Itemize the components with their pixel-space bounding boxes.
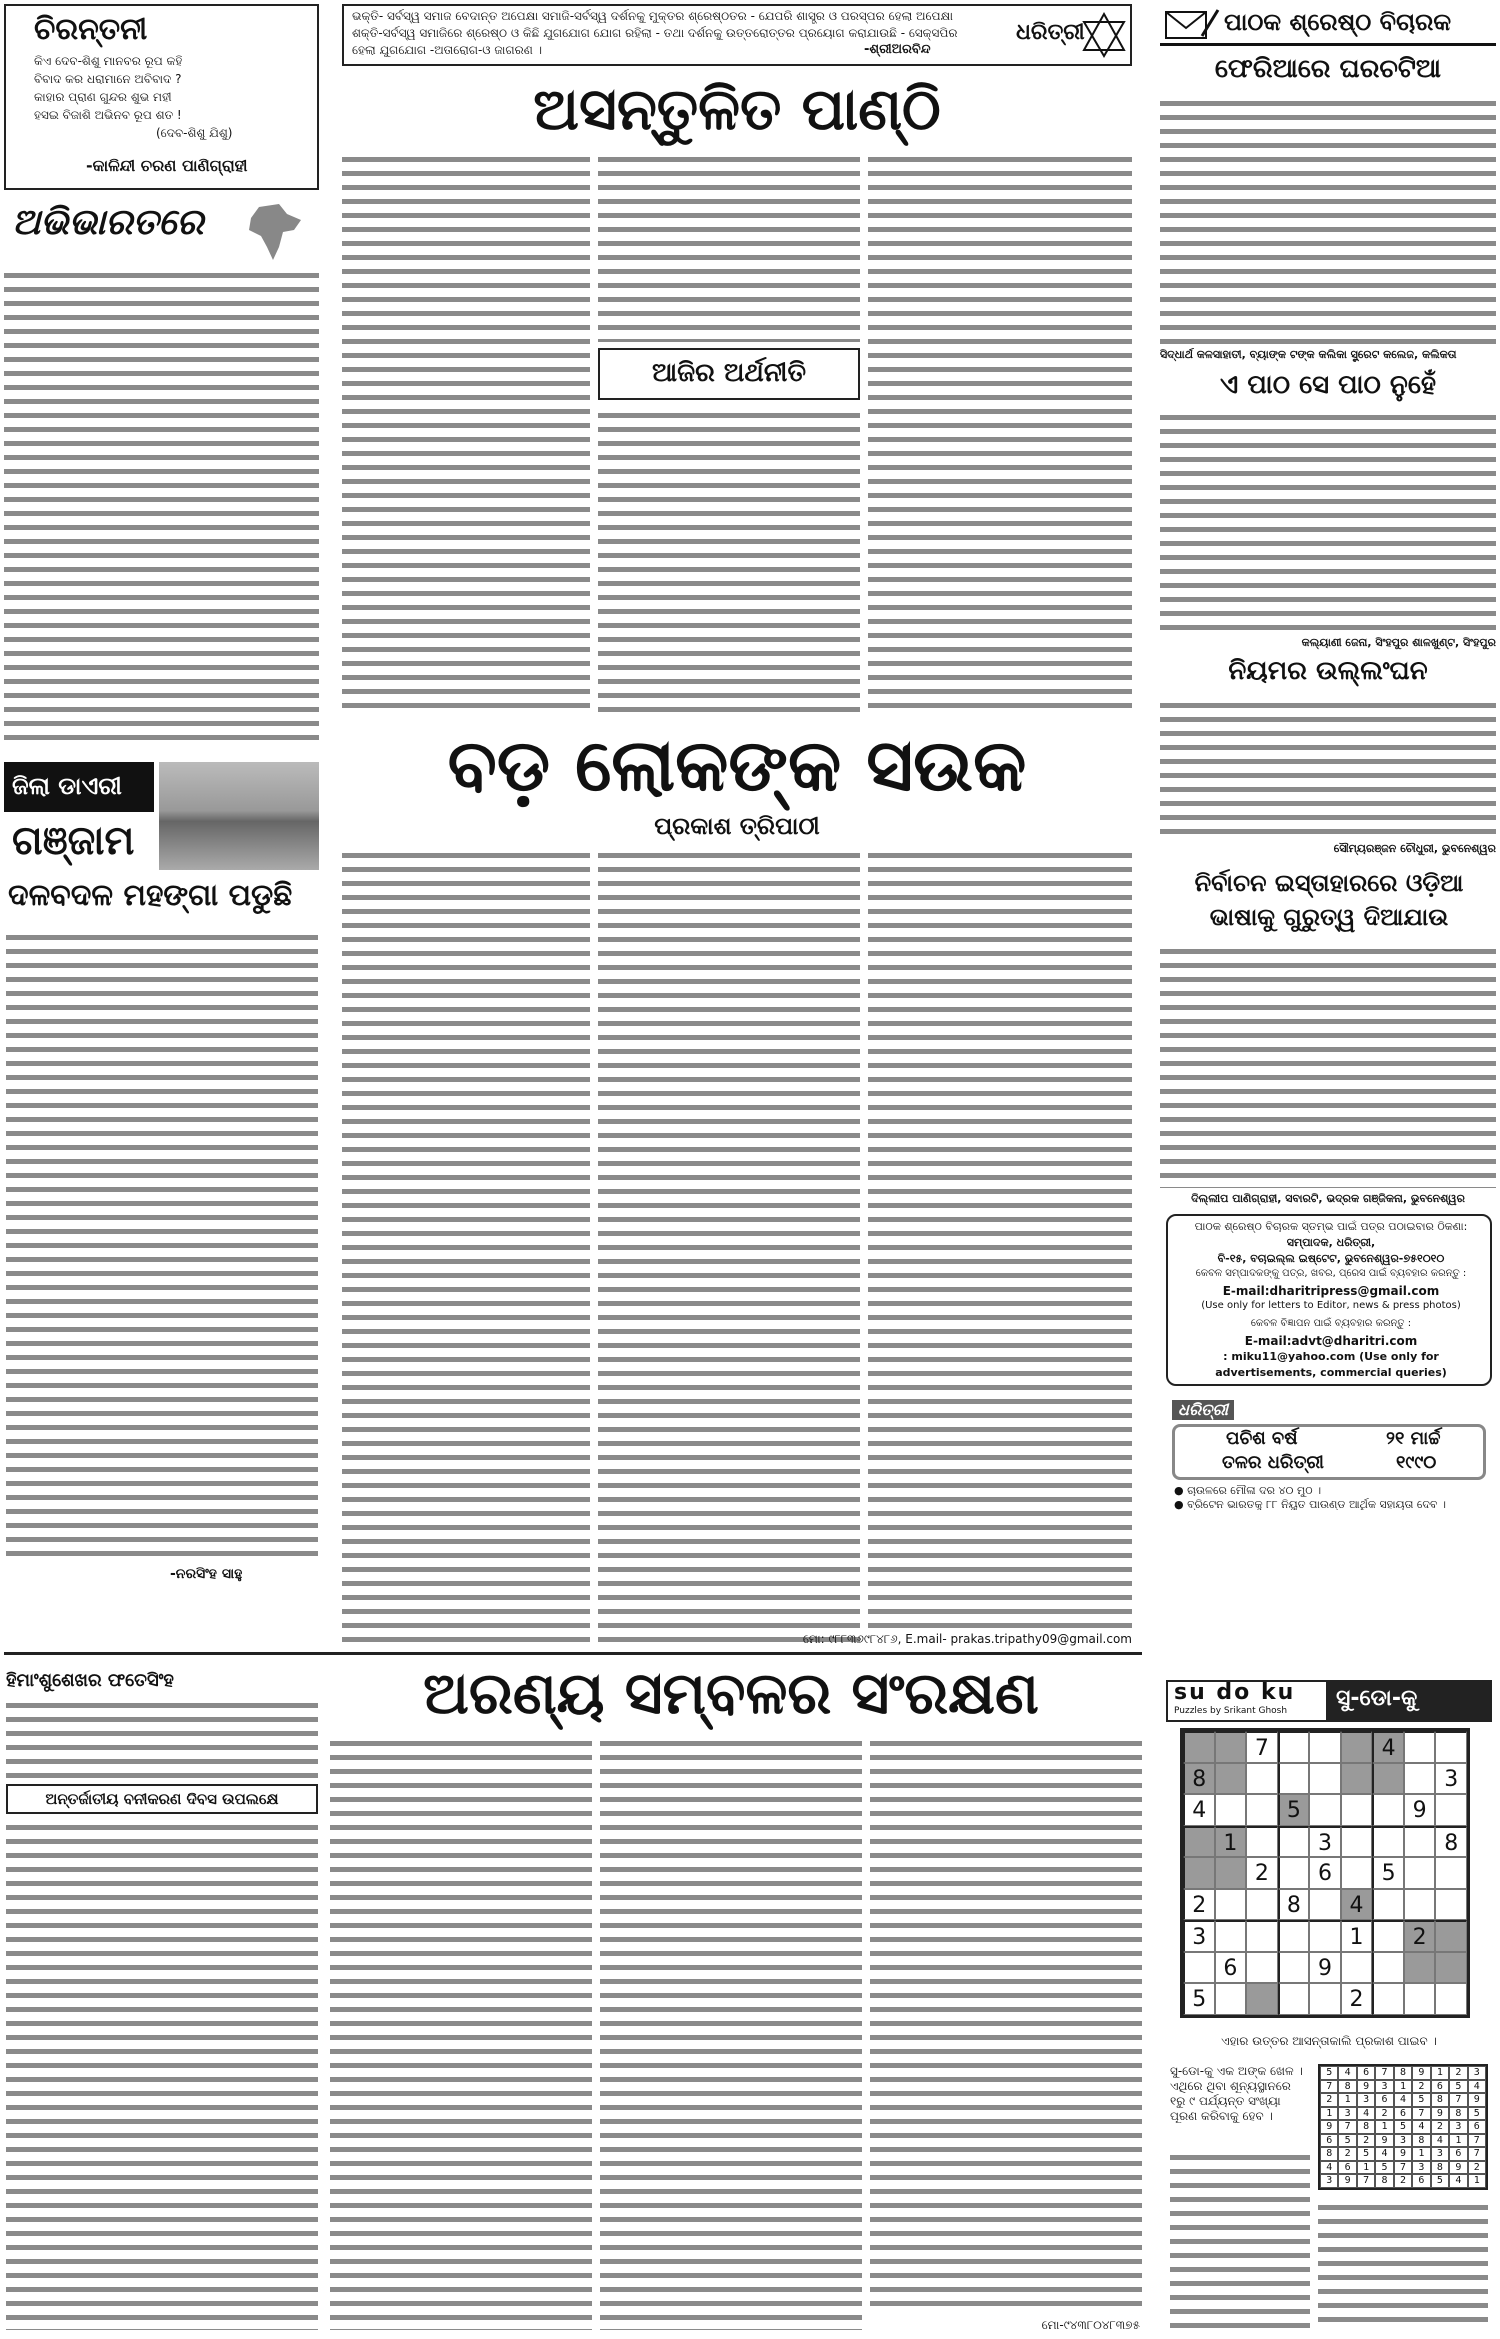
poem-line: କିଏ ଦେବ-ଶିଶୁ ମାନବର ରୂପ କହି (34, 54, 183, 68)
sudoku-cell: 6 (1215, 1952, 1247, 1984)
solution-cell: 2 (1394, 2174, 1412, 2188)
contact-line: advertisements, commercial queries) (1215, 1366, 1447, 1379)
district-name: ଗଞ୍ଜାମ (12, 818, 135, 864)
solution-cell: 4 (1320, 2161, 1338, 2175)
sudoku-cell: 4 (1341, 1889, 1373, 1921)
solution-cell: 1 (1338, 2093, 1356, 2107)
contact-line: E-mail:advt@dharitri.com (1244, 1334, 1418, 1348)
solution-cell: 6 (1375, 2093, 1393, 2107)
sudoku-cell (1309, 1731, 1341, 1763)
solution-cell: 9 (1338, 2174, 1356, 2188)
sudoku-note: ଏହାର ଉତ୍ତର ଆସନ୍ତାକାଲି ପ୍ରକାଶ ପାଇବ । (1221, 2034, 1437, 2048)
archive-date: ୨୧ ମାର୍ଚ୍ଚ (1386, 1428, 1441, 1449)
archive-item: ● ବ୍ରିଟେନ ଭାରତକୁ ୮୮ ନିୟୁତ ପାଉଣ୍ଡ ଆର୍ଥିକ ସହାୟତା ଦେବ । (1174, 1498, 1446, 1510)
solution-cell: 5 (1338, 2134, 1356, 2148)
sudoku-cell: 4 (1183, 1794, 1215, 1826)
solution-cell: 5 (1394, 2120, 1412, 2134)
solution-cell: 7 (1468, 2147, 1486, 2161)
district-diary-box (4, 762, 319, 870)
sudoku-cell (1372, 1983, 1404, 2015)
solution-cell: 3 (1320, 2174, 1338, 2188)
beach-photo (159, 762, 319, 870)
sudoku-cell: 2 (1183, 1889, 1215, 1921)
sudoku-cell (1309, 1920, 1341, 1952)
solution-cell: 1 (1320, 2107, 1338, 2121)
sudoku-cell (1341, 1826, 1373, 1858)
solution-cell: 9 (1375, 2134, 1393, 2148)
solution-cell: 7 (1375, 2066, 1393, 2080)
poem-line: ହସଇ ବିଜାଶି ଅଭିନବ ରୂପ ଶତ ! (34, 108, 182, 122)
solution-cell: 3 (1394, 2134, 1412, 2148)
solution-cell: 5 (1375, 2161, 1393, 2175)
forest-subhead-box (6, 1784, 318, 1814)
sudoku-cell: 3 (1183, 1920, 1215, 1952)
forest-col-4 (870, 1736, 1142, 2310)
letter-1-body (1160, 96, 1496, 344)
editorial-col-3 (868, 152, 1132, 712)
letter-1-title: ଫେରିଆରେ ଘରଚଟିଆ (1214, 54, 1442, 84)
sudoku-cell (1215, 1763, 1247, 1795)
previous-solution-grid (1318, 2064, 1488, 2190)
sudoku-cell (1341, 1794, 1373, 1826)
quote-line: ଭକ୍ତି- ସର୍ବସ୍ୱ ସମାଜ ବେଦାନ୍ତ ଅପେକ୍ଷା ସମାଜି-ସର୍ବସ୍ୱ ଦର୍ଶନକୁ ମୁକ୍ତର ଶ୍ରେଷ୍ଠତର - ଯେପରି ଶାସ୍ତ୍ର ଓ ପରସ୍ପର ହେଲା ଅପେକ୍ଷା (352, 9, 953, 23)
solution-cell: 1 (1412, 2147, 1430, 2161)
sudoku-subtitle: Puzzles by Srikant Ghosh (1174, 1706, 1288, 1716)
letter-4-title: ନିର୍ବାଚନ ଇସ୍ତାହାରରେ ଓଡ଼ିଆ ଭାଷାକୁ ଗୁରୁତ୍ୱ ଦିଆଯାଉ (1194, 869, 1464, 931)
sudoku-cell: 2 (1341, 1983, 1373, 2015)
editorial-headline: ଅସନ୍ତୁଳିତ ପାଣ୍ଠି (533, 75, 941, 143)
sudoku-cell: 6 (1309, 1857, 1341, 1889)
solution-cell: 7 (1412, 2107, 1430, 2121)
sudoku-cell (1404, 1889, 1436, 1921)
quote-line: ହେଲା ଯୁଗଯୋଗ -ଅତାରୋଗ-ଓ ଜାଗରଣ । (352, 43, 543, 57)
solution-cell: 8 (1394, 2066, 1412, 2080)
sudoku-cell (1278, 1731, 1310, 1763)
letter-4-sign: ଦିଲ୍ଲୀପ ପାଣିଗ୍ରାହୀ, ସବାରଟି, ଭଦ୍ରକ ଗଞ୍ଜିକନା, ଭୁବନେଶ୍ୱର (1191, 1192, 1465, 1205)
sudoku-cell (1404, 1952, 1436, 1984)
sudoku-cell (1246, 1983, 1278, 2015)
solution-cell: 5 (1320, 2066, 1338, 2080)
poem-box (4, 4, 319, 190)
sudoku-cell: 9 (1404, 1794, 1436, 1826)
contact-line: (Use only for letters to Editor, news & press photos) (1201, 1300, 1461, 1311)
solution-cell: 3 (1412, 2161, 1430, 2175)
sudoku-cell (1309, 1889, 1341, 1921)
poem-author: -କାଳିନ୍ଦୀ ଚରଣ ପାଣିଗ୍ରାହୀ (86, 156, 248, 175)
sudoku-cell (1309, 1983, 1341, 2015)
solution-cell: 9 (1357, 2080, 1375, 2094)
contact-line: କେବଳ ବିଜ୍ଞାପନ ପାଇଁ ବ୍ୟବହାର କରନ୍ତୁ : (1250, 1318, 1412, 1329)
solution-cell: 7 (1357, 2174, 1375, 2188)
letter-4-body (1160, 944, 1496, 1188)
envelope-icon (1164, 6, 1220, 42)
sudoku-cell (1278, 1857, 1310, 1889)
main-footer: ମୋ: ୯୮୮୩୬୯୮୪୮୬, E.mail- prakas.tripathy09@gmail.com (802, 1632, 1132, 1646)
letters-banner (1160, 4, 1496, 46)
archive-brand: ଧରିତ୍ରୀ (1172, 1400, 1234, 1420)
solution-cell: 1 (1431, 2066, 1449, 2080)
solution-cell: 3 (1375, 2080, 1393, 2094)
sudoku-cell (1215, 1920, 1247, 1952)
solution-cell: 2 (1357, 2134, 1375, 2148)
sudoku-cell (1278, 1763, 1310, 1795)
sudoku-cell (1372, 1826, 1404, 1858)
india-map-icon (239, 202, 309, 262)
solution-cell: 8 (1375, 2174, 1393, 2188)
sudoku-grid (1180, 1728, 1470, 2018)
sudoku-cell: 1 (1215, 1826, 1247, 1858)
sudoku-cell: 5 (1278, 1794, 1310, 1826)
aajira-title: ଆଜିର ଅର୍ଥନୀତି (652, 358, 806, 388)
letters-banner-title: ପାଠକ ଶ୍ରେଷ୍ଠ ବିଚାରକ (1224, 8, 1452, 36)
main-byline: ପ୍ରକାଶ ତ୍ରିପାଠୀ (654, 812, 820, 840)
paper-name: ଧରିତ୍ରୀ (1016, 20, 1085, 45)
sudoku-title-or: ସୁ-ଡୋ-କୁ (1336, 1686, 1418, 1711)
contact-line: : miku11@yahoo.com (Use only for (1223, 1350, 1439, 1363)
editorial-col-2b (598, 408, 860, 712)
solution-cell: 6 (1357, 2066, 1375, 2080)
sudoku-cell (1246, 1826, 1278, 1858)
solution-cell: 1 (1357, 2161, 1375, 2175)
sudoku-cell (1341, 1763, 1373, 1795)
sudoku-cell (1435, 1889, 1467, 1921)
district-headline: ଦଳବଦଳ ମହଙ୍ଗା ପଡୁଛି (8, 878, 293, 913)
solution-cell: 6 (1468, 2120, 1486, 2134)
solution-cell: 7 (1449, 2093, 1467, 2107)
solution-cell: 6 (1338, 2161, 1356, 2175)
sudoku-cell: 2 (1404, 1920, 1436, 1952)
sudoku-cell: 4 (1372, 1731, 1404, 1763)
sudoku-cell (1278, 1920, 1310, 1952)
sudoku-title-en: su do ku (1174, 1680, 1296, 1705)
sudoku-cell (1309, 1794, 1341, 1826)
sudoku-cell (1435, 1731, 1467, 1763)
forest-col-2 (330, 1736, 592, 2330)
sudoku-cell (1341, 1857, 1373, 1889)
sudoku-cell (1404, 1983, 1436, 2015)
solution-cell: 3 (1449, 2120, 1467, 2134)
forest-col-3 (600, 1736, 862, 2330)
sudoku-cell (1215, 1889, 1247, 1921)
sudoku-cell: 1 (1341, 1920, 1373, 1952)
solution-cell: 9 (1449, 2161, 1467, 2175)
forest-headline: ଅରଣ୍ୟ ସମ୍ବଳର ସଂରକ୍ଷଣ (423, 1659, 1039, 1727)
abhibharat-body (4, 268, 319, 746)
letter-2-body (1160, 410, 1496, 632)
sudoku-cell: 2 (1246, 1857, 1278, 1889)
solution-cell: 3 (1338, 2107, 1356, 2121)
solution-cell: 8 (1449, 2107, 1467, 2121)
main-col-2 (598, 848, 860, 1648)
editorial-col-1 (342, 152, 590, 712)
archive-item: ● ଚାଉଳରେ ମୌଳା ଦର ୪୦ ମୁଠ । (1174, 1484, 1322, 1497)
poem-line: (ଦେବ-ଶିଶୁ ଯିଶୁ) (156, 126, 233, 140)
contact-line: କେବଳ ସମ୍ପାଦକଙ୍କୁ ପତ୍ର, ଖବର, ପ୍ରେସ ପାଇଁ ବ୍ୟବହାର କରନ୍ତୁ : (1195, 1268, 1467, 1279)
solution-cell: 5 (1431, 2174, 1449, 2188)
solution-cell: 1 (1449, 2134, 1467, 2148)
forest-subhead: ଅନ୍ତର୍ଜାତୀୟ ବନୀକରଣ ଦିବସ ଉପଲକ୍ଷେ (45, 1790, 279, 1808)
archive-box (1166, 1400, 1492, 1510)
solution-cell: 9 (1320, 2120, 1338, 2134)
poem-line: ବିବାଦ କର ଧରାମାନେ ଅବିବାଦ ? (34, 72, 182, 86)
sudoku-cell (1215, 1731, 1247, 1763)
sudoku-cell: 5 (1372, 1857, 1404, 1889)
poem-line: କାହାର ପ୍ରାଣ ଗୁନ୍ଦର ଶୁଭ ମହୀ (34, 90, 172, 104)
sudoku-cell (1404, 1857, 1436, 1889)
solution-cell: 8 (1357, 2120, 1375, 2134)
solution-cell: 7 (1338, 2120, 1356, 2134)
solution-cell: 5 (1449, 2080, 1467, 2094)
solution-cell: 7 (1394, 2161, 1412, 2175)
letter-2-sign: କଲ୍ୟାଣୀ ଜେନା, ସିଂହପୁର ଶାଳଖୁଣ୍ଟ, ସିଂହପୁର (1301, 636, 1496, 649)
sudoku-cell (1215, 1983, 1247, 2015)
contact-line: E-mail:dharitripress@gmail.com (1222, 1284, 1440, 1298)
solution-cell: 4 (1394, 2093, 1412, 2107)
sudoku-cell: 5 (1183, 1983, 1215, 2015)
letter-1-sign: ସିଦ୍ଧାର୍ଥ କଳସାହାତୀ, ବ୍ୟାଙ୍କ ଟଙ୍କ କଲିକା ସ୍ଟ୍ରେଟ କଲେଜ, କଲିକତା (1160, 348, 1457, 361)
sudoku-cell (1246, 1794, 1278, 1826)
sudoku-cell (1341, 1952, 1373, 1984)
sudoku-cell (1246, 1952, 1278, 1984)
sudoku-cell (1183, 1826, 1215, 1858)
sudoku-cell (1372, 1889, 1404, 1921)
solution-cell: 8 (1320, 2147, 1338, 2161)
contact-line: ବି-୧୫, ବଚାଇଲ୍ଲ ଇଷ୍ଟେଟ, ଭୁବନେଶ୍ୱର-୭୫୧୦୧୦ (1217, 1252, 1445, 1265)
solution-cell: 7 (1468, 2134, 1486, 2148)
solution-cell: 1 (1394, 2080, 1412, 2094)
solution-cell: 1 (1468, 2174, 1486, 2188)
sudoku-howto: ସୁ-ଡୋ-କୁ ଏକ ଅଙ୍କ ଖେଳ । ଏଥିରେ ଥିବା ଶୂନ୍ୟସ୍ଥାନରେ ୧ରୁ ୯ ପର୍ଯ୍ୟନ୍ତ ସଂଖ୍ୟା ପୂରଣ କରିବାକୁ ହେବ । (1170, 2064, 1303, 2123)
sudoku-box (1166, 1680, 1492, 2336)
sudoku-cell (1435, 1920, 1467, 1952)
solution-cell: 4 (1338, 2066, 1356, 2080)
letter-3-sign: ସୌମ୍ୟରଞ୍ଜନ ଚୌଧୁରୀ, ଭୁବନେଶ୍ୱର (1333, 842, 1496, 855)
editorial-col-2 (598, 152, 860, 342)
solution-cell: 4 (1468, 2080, 1486, 2094)
sudoku-cell (1183, 1952, 1215, 1984)
sudoku-cell: 3 (1309, 1826, 1341, 1858)
sudoku-cell (1341, 1731, 1373, 1763)
sudoku-cell (1435, 1857, 1467, 1889)
sudoku-cell (1309, 1763, 1341, 1795)
sudoku-cell (1435, 1794, 1467, 1826)
solution-cell: 4 (1412, 2120, 1430, 2134)
solution-cell: 5 (1468, 2107, 1486, 2121)
main-col-3 (868, 848, 1132, 1628)
sudoku-cell (1246, 1920, 1278, 1952)
solution-cell: 2 (1449, 2066, 1467, 2080)
letter-3-body (1160, 698, 1496, 838)
archive-year: ୧୯୯୦ (1396, 1452, 1437, 1473)
solution-cell: 6 (1449, 2147, 1467, 2161)
solution-cell: 6 (1431, 2080, 1449, 2094)
solution-cell: 7 (1320, 2080, 1338, 2094)
sudoku-cell: 8 (1435, 1826, 1467, 1858)
sudoku-howto-body (1170, 2150, 1310, 2330)
sudoku-cell (1246, 1889, 1278, 1921)
solution-cell: 6 (1394, 2107, 1412, 2121)
forest-footer: ମୋ-୯୪୩୮୦୪୮୩୭୫ (1041, 2318, 1140, 2332)
sudoku-cell (1278, 1952, 1310, 1984)
sudoku-cell (1404, 1763, 1436, 1795)
sudoku-cell (1278, 1826, 1310, 1858)
sudoku-cell: 8 (1183, 1763, 1215, 1795)
solution-cell: 9 (1394, 2147, 1412, 2161)
solution-cell: 3 (1357, 2093, 1375, 2107)
solution-cell: 1 (1375, 2120, 1393, 2134)
archive-label-2: ତଳର ଧରିତ୍ରୀ (1222, 1452, 1324, 1473)
sudoku-cell (1372, 1920, 1404, 1952)
sudoku-cell: 9 (1309, 1952, 1341, 1984)
solution-cell: 2 (1320, 2093, 1338, 2107)
sudoku-cell (1372, 1763, 1404, 1795)
aajira-box (598, 348, 860, 400)
sudoku-cell (1183, 1857, 1215, 1889)
archive-label: ପଚିଶ ବର୍ଷ (1226, 1428, 1298, 1449)
solution-cell: 3 (1431, 2147, 1449, 2161)
solution-cell: 8 (1431, 2161, 1449, 2175)
sudoku-cell (1404, 1826, 1436, 1858)
solution-cell: 2 (1412, 2080, 1430, 2094)
sudoku-cell (1372, 1794, 1404, 1826)
sudoku-cell (1215, 1794, 1247, 1826)
sudoku-cell (1435, 1952, 1467, 1984)
sudoku-cell (1215, 1857, 1247, 1889)
solution-cell: 8 (1412, 2134, 1430, 2148)
solution-cell: 9 (1468, 2093, 1486, 2107)
solution-cell: 4 (1357, 2107, 1375, 2121)
contact-line: ପାଠକ ଶ୍ରେଷ୍ଠ ବିଚାରକ ସ୍ତମ୍ଭ ପାଇଁ ପତ୍ର ପଠାଇବାର ଠିକଣା: (1194, 1220, 1468, 1233)
sudoku-cell (1404, 1731, 1436, 1763)
solution-cell: 2 (1431, 2120, 1449, 2134)
solution-cell: 6 (1320, 2134, 1338, 2148)
solution-cell: 8 (1431, 2093, 1449, 2107)
diary-label: ଜିଲା ଡାଏରୀ (12, 772, 122, 800)
solution-cell: 4 (1375, 2147, 1393, 2161)
district-author: -ନରସିଂହ ସାହୁ (170, 1566, 243, 1582)
sudoku-cell (1372, 1952, 1404, 1984)
abhibharat-section (4, 196, 319, 746)
abhibharat-title: ଅଭିଭାରତରେ (12, 202, 204, 243)
district-body (6, 930, 318, 1560)
solution-cell: 9 (1412, 2066, 1430, 2080)
sudoku-cell: 3 (1435, 1763, 1467, 1795)
solution-cell: 6 (1412, 2174, 1430, 2188)
solution-cell: 5 (1412, 2093, 1430, 2107)
sudoku-footer-text (1318, 2200, 1488, 2330)
solution-cell: 4 (1431, 2134, 1449, 2148)
quote-box (342, 4, 1132, 66)
sudoku-cell (1278, 1983, 1310, 2015)
contact-box (1166, 1214, 1492, 1386)
forest-byline: ହିମାଂଶୁଶେଖର ଫତେସିଂହ (6, 1670, 174, 1691)
letter-2-title: ଏ ପାଠ ସେ ପାଠ ନୁହେଁ (1220, 370, 1436, 400)
sudoku-cell (1246, 1763, 1278, 1795)
sudoku-cell: 7 (1246, 1731, 1278, 1763)
solution-cell: 5 (1357, 2147, 1375, 2161)
letter-3-title: ନିୟମର ଉଲ୍ଲଂଘନ (1228, 656, 1428, 686)
solution-cell: 8 (1338, 2080, 1356, 2094)
sudoku-cell (1183, 1731, 1215, 1763)
forest-col-1b (6, 1820, 318, 2330)
main-headline: ବଡ଼ ଲୋକଙ୍କ ସଉକ (447, 723, 1027, 807)
star-logo-icon (1079, 10, 1129, 60)
sudoku-cell: 8 (1278, 1889, 1310, 1921)
solution-cell: 4 (1449, 2174, 1467, 2188)
quote-line: ଶକ୍ତି-ସର୍ବସ୍ୱ ସମାଜିରେ ଶ୍ରେଷ୍ଠ ଓ କିଛି ଯୁଗଯୋଗ ଯୋଗ ରହିଲା - ତଥା ଦର୍ଶନକୁ ଉତ୍ତରୋତ୍ତର ପ୍ରୟୋଗ କରାଯାଉଛି - ସେକ୍ସପିର (352, 26, 958, 40)
quote-author: -ଶ୍ରୀଅରବିନ୍ଦ (864, 42, 931, 57)
poem-title: ଚିରନ୍ତନୀ (34, 12, 148, 47)
solution-cell: 2 (1338, 2147, 1356, 2161)
solution-cell: 9 (1431, 2107, 1449, 2121)
solution-cell: 3 (1468, 2066, 1486, 2080)
solution-cell: 2 (1468, 2161, 1486, 2175)
solution-cell: 2 (1375, 2107, 1393, 2121)
forest-col-1a (6, 1698, 318, 1778)
sudoku-cell (1435, 1983, 1467, 2015)
section-divider (4, 1652, 1142, 1655)
main-col-1 (342, 848, 590, 1648)
contact-line: ସମ୍ପାଦକ, ଧରିତ୍ରୀ, (1286, 1236, 1376, 1249)
